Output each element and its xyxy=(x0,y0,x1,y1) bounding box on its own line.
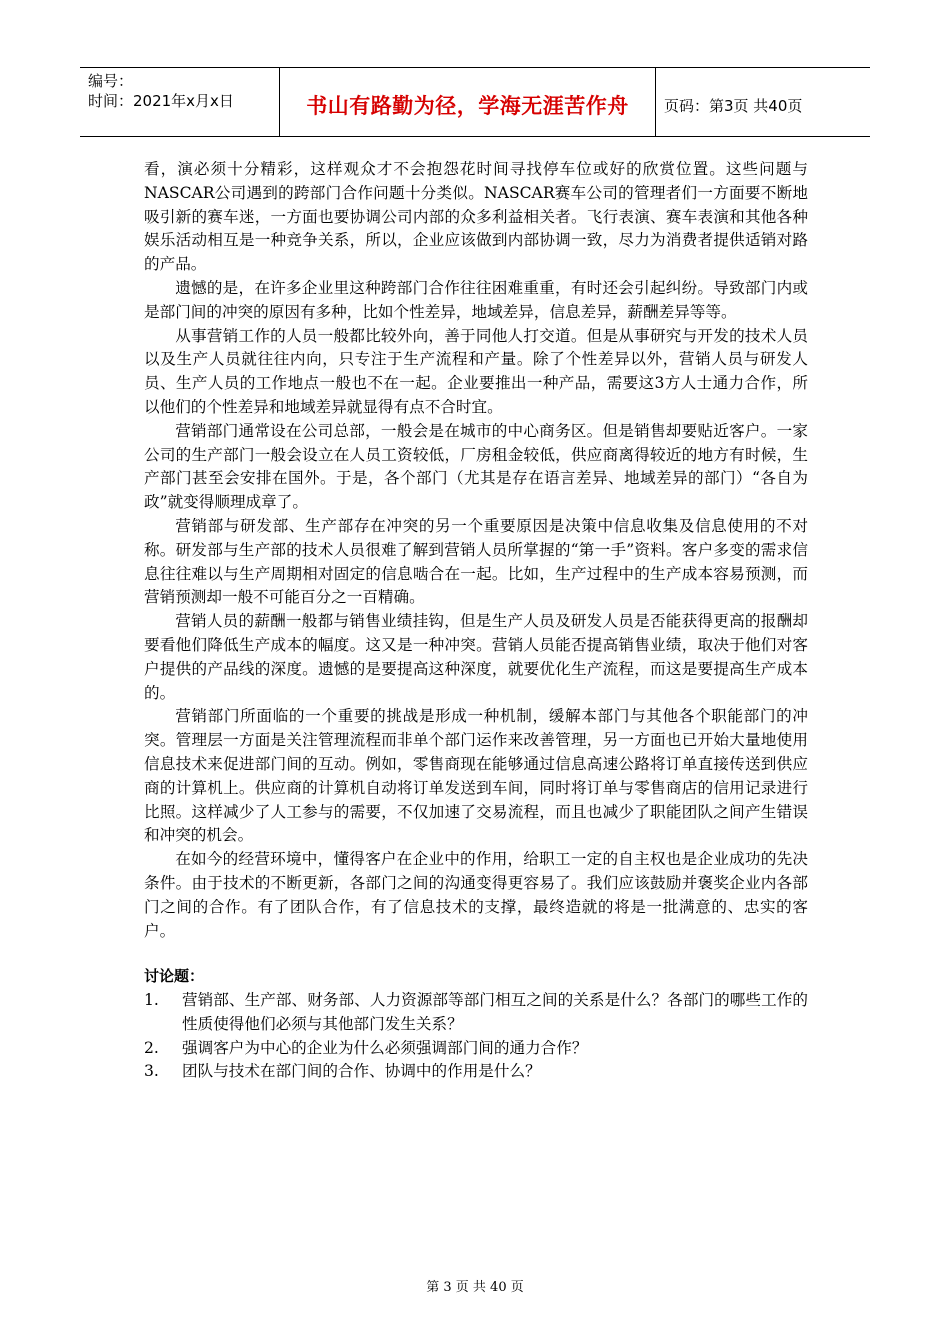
header-meta-cell xyxy=(80,68,280,136)
header-page-info: 页码：第3页 共40页 xyxy=(664,96,803,115)
question-number: 1. xyxy=(144,991,159,1010)
body-paragraph: 营销部与研发部、生产部存在冲突的另一个重要原因是决策中信息收集及信息使用的不对称。研发部与生产部的技术人员很难了解到营销人员所掌握的“第一手”资料。客户多变的需求信息往往难以与生产周期相对固定的信息啮合在一起。比如，生产过程中的生产成本容易预测，而营销预测却一般不可能百分之一百精确。 xyxy=(144,516,808,607)
question-text: 营销部、生产部、财务部、人力资源部等部门相互之间的关系是什么？各部门的哪些工作的性质使得他们必须与其他部门发生关系？ xyxy=(182,991,808,1033)
question-item xyxy=(144,989,808,1037)
question-item xyxy=(144,1037,808,1061)
question-number: 3. xyxy=(144,1062,159,1081)
document-number-label: 编号： xyxy=(88,72,134,90)
body-paragraph: 在如今的经营环境中，懂得客户在企业中的作用，给职工一定的自主权也是企业成功的先决条件。由于技术的不断更新，各部门之间的沟通变得更容易了。我们应该鼓励并褒奖企业内各部门之间的合作。有了团队合作，有了信息技术的支撑，最终造就的将是一批满意的、忠实的客户。 xyxy=(144,850,808,940)
document-date: 时间：2021年x月x日 xyxy=(88,92,234,110)
document-body xyxy=(144,158,808,1084)
header-motto: 书山有路勤为径，学海无涯苦作舟 xyxy=(306,94,629,118)
question-text: 强调客户为中心的企业为什么必须强调部门间的通力合作？ xyxy=(182,1038,588,1057)
header-motto-cell xyxy=(280,68,656,136)
question-number: 2. xyxy=(144,1038,159,1057)
question-item xyxy=(144,1060,808,1084)
header-page-cell xyxy=(656,68,870,136)
body-paragraph: 看，演必须十分精彩，这样观众才不会抱怨花时间寻找停车位或好的欣赏位置。这些问题与NASCAR公司遇到的跨部门合作问题十分类似。NASCAR赛车公司的管理者们一方面要不断地吸引新的赛车迷，一方面也要协调公司内部的众多利益相关者。飞行表演、赛车表演和其他各种娱乐活动相互是一种竞争关系，所以，企业应该做到内部协调一致，尽力为消费者提供适销对路的产品。 xyxy=(144,160,808,274)
page-header xyxy=(80,67,870,137)
question-text: 团队与技术在部门间的合作、协调中的作用是什么？ xyxy=(182,1062,541,1081)
body-paragraph: 营销部门通常设在公司总部，一般会是在城市的中心商务区。但是销售却要贴近客户。一家公司的生产部门一般会设立在人员工资较低，厂房租金较低，供应商离得较近的地方有时候，生产部门甚至会安排在国外。于是，各个部门（尤其是存在语言差异、地域差异的部门）“各自为政”就变得顺理成章了。 xyxy=(144,421,808,512)
discussion-title: 讨论题： xyxy=(144,967,205,986)
body-paragraph: 遗憾的是，在许多企业里这种跨部门合作往往困难重重，有时还会引起纠纷。导致部门内或是部门间的冲突的原因有多种，比如个性差异，地域差异，信息差异，薪酬差异等等。 xyxy=(144,278,808,321)
body-paragraph: 从事营销工作的人员一般都比较外向，善于同他人打交道。但是从事研究与开发的技术人员以及生产人员就往往内向，只专注于生产流程和产量。除了个性差异以外，营销人员与研发人员、生产人员的工作地点一般也不在一起。企业要推出一种产品，需要这3方人士通力合作，所以他们的个性差异和地域差异就显得有点不合时宜。 xyxy=(144,326,808,416)
footer-page-number: 第 3 页 共 40 页 xyxy=(426,1280,524,1295)
body-paragraph: 营销人员的薪酬一般都与销售业绩挂钩，但是生产人员及研发人员是否能获得更高的报酬却要看他们降低生产成本的幅度。这又是一种冲突。营销人员能否提高销售业绩，取决于他们对客户提供的产品线的深度。遗憾的是要提高这种深度，就要优化生产流程，而这是要提高生产成本的。 xyxy=(144,612,808,702)
discussion-questions xyxy=(144,989,808,1084)
page-footer xyxy=(0,1276,950,1295)
body-paragraph: 营销部门所面临的一个重要的挑战是形成一种机制，缓解本部门与其他各个职能部门的冲突。管理层一方面是关注管理流程而非单个部门运作来改善管理，另一方面也已开始大量地使用信息技术来促进部门间的互动。例如，零售商现在能够通过信息高速公路将订单直接传送到供应商的计算机上。供应商的计算机自动将订单发送到车间，同时将订单与零售商店的信用记录进行比照。这样减少了人工参与的需要，不仅加速了交易流程，而且也减少了职能团队之间产生错误和冲突的机会。 xyxy=(144,707,808,845)
